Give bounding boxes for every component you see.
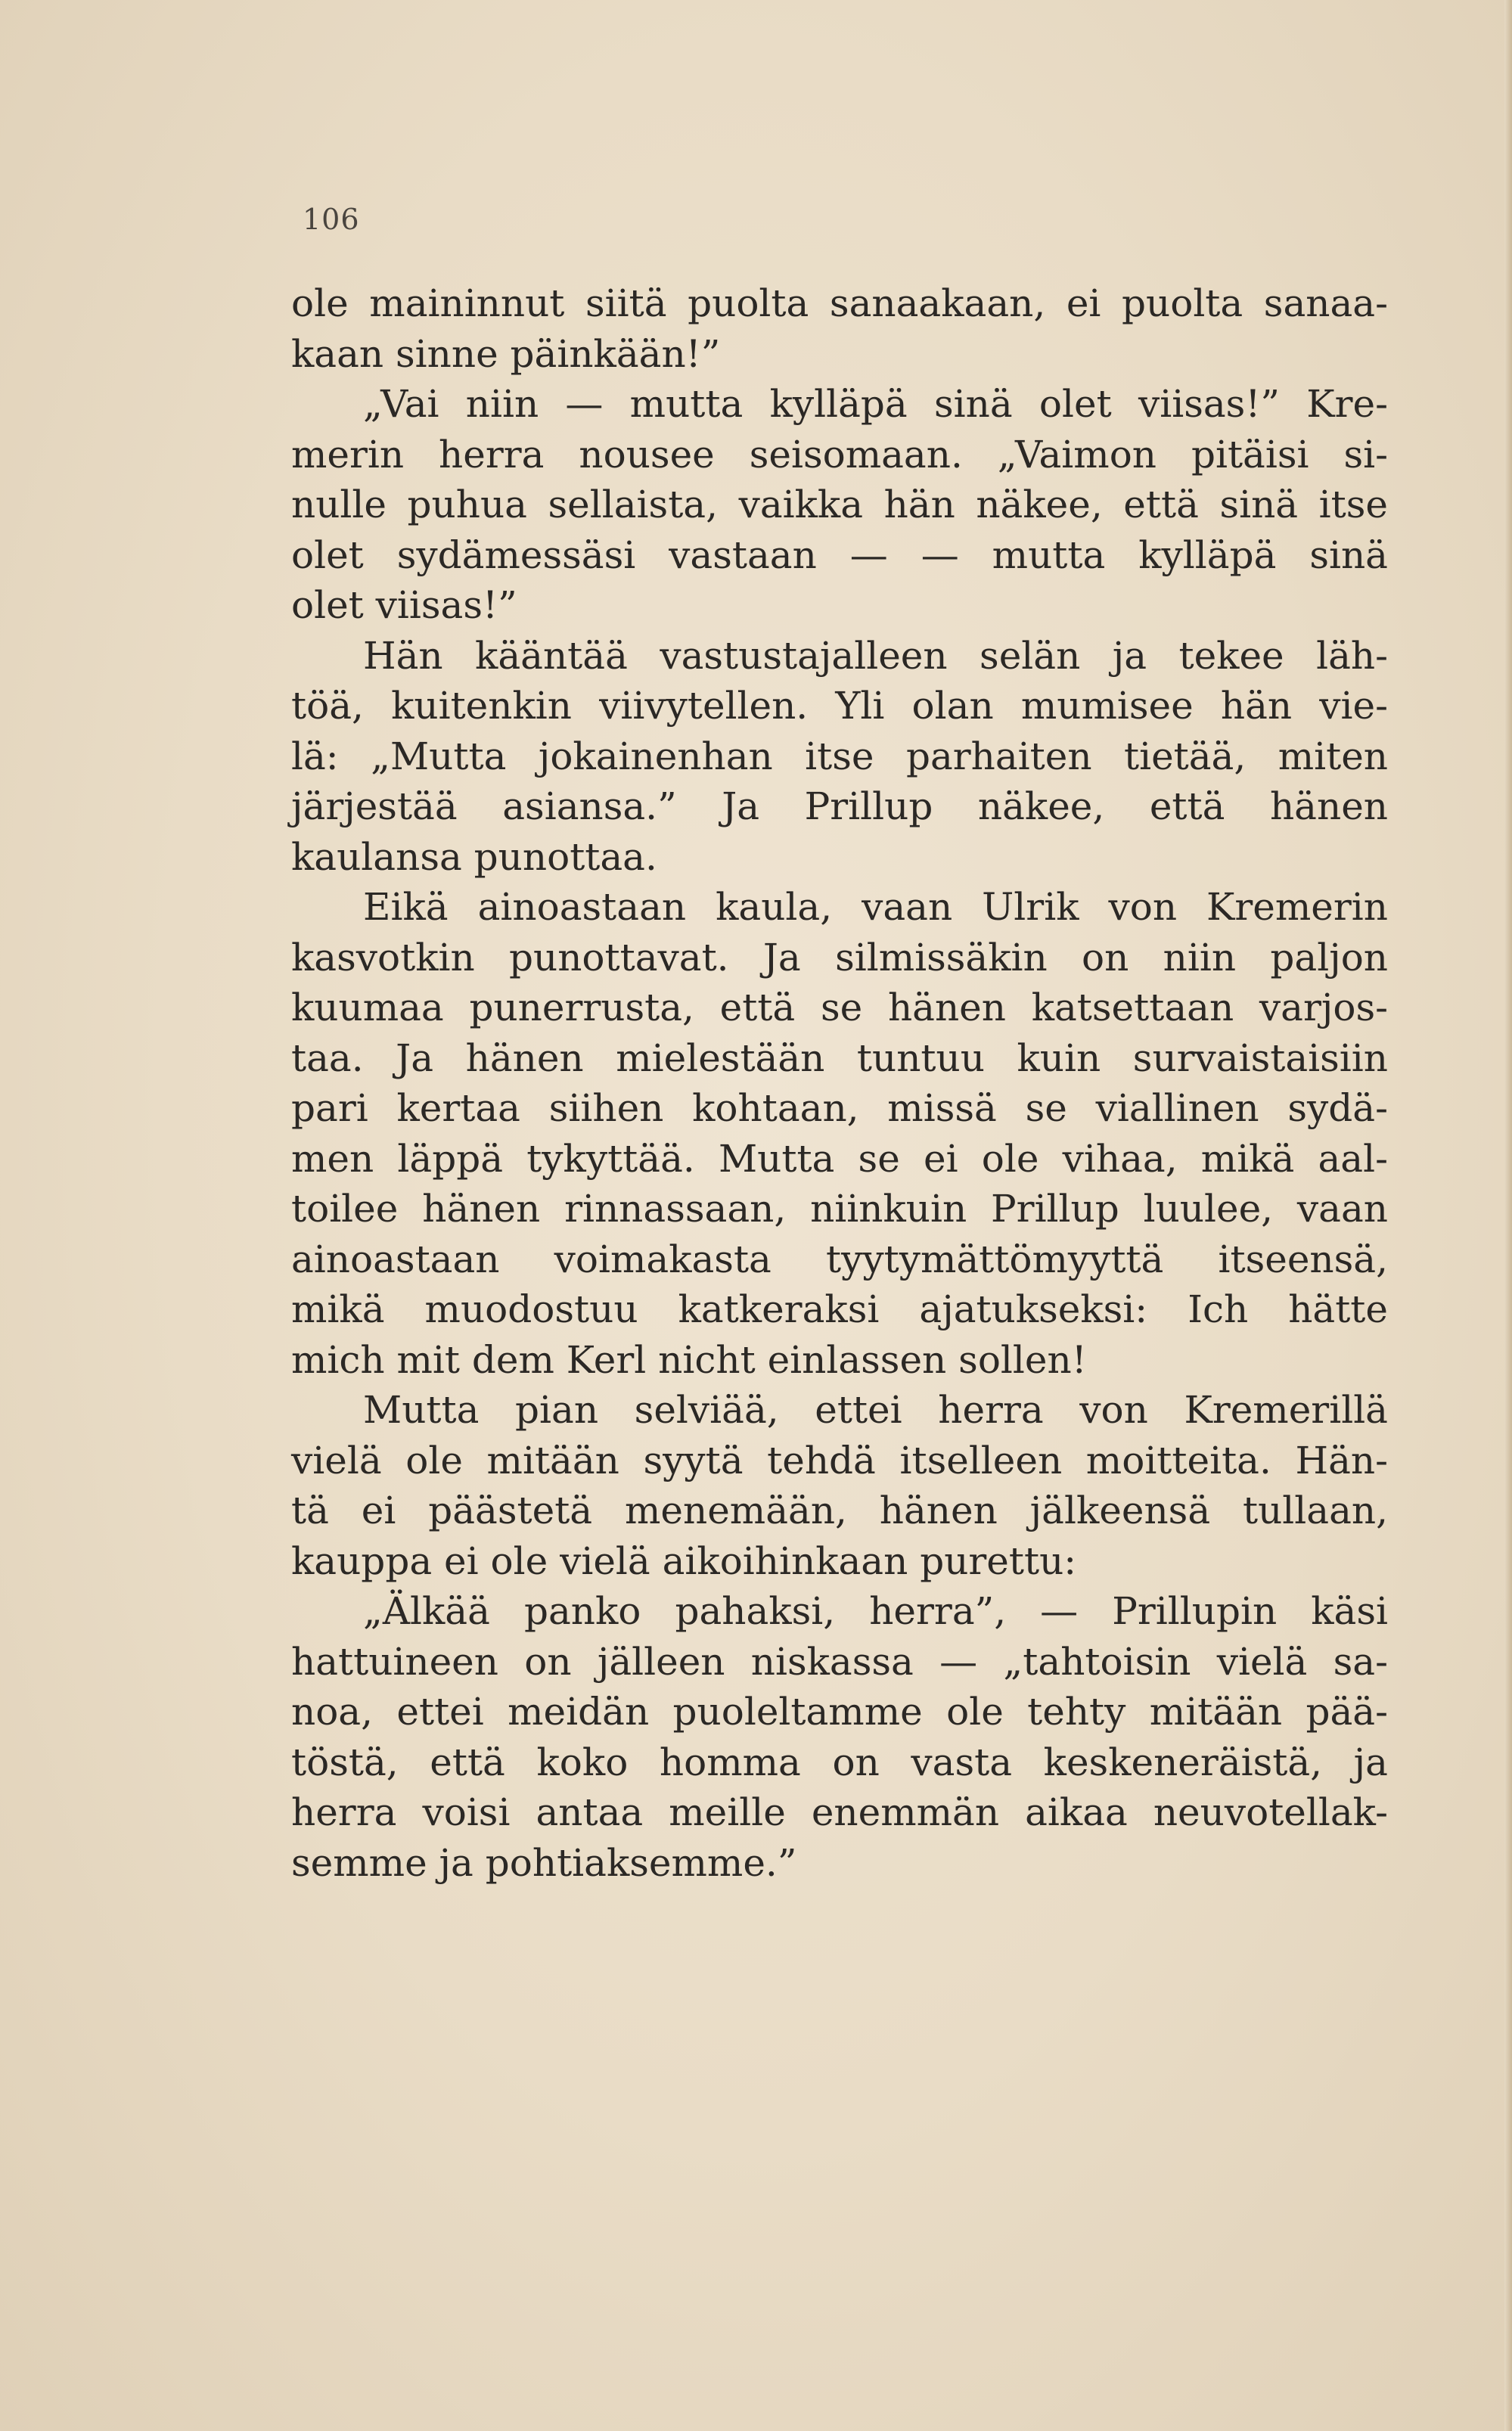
text-line: hattuineen on jälleen niskassa — „tahtoisin vielä sa- [291,1639,1388,1684]
text-line: töstä, että koko homma on vasta keskeneräistä, ja [291,1740,1388,1784]
text-line: semme ja pohtiaksemme.” [291,1840,797,1885]
text-line: kauppa ei ole vielä aikoihinkaan purettu: [291,1538,1077,1583]
text-line: Eikä ainoastaan kaula, vaan Ulrik von Kremerin [363,885,1388,929]
text-line: kuumaa punerrusta, että se hänen katsettaan varjos- [291,986,1388,1029]
text-line: noa, ettei meidän puoleltamme ole tehty mitään pää- [291,1690,1388,1734]
text-line: ole maininnut siitä puolta sanaakaan, ei puolta sanaa- [291,281,1388,325]
text-line: kaulansa punottaa. [291,834,657,879]
text-line: mikä muodostuu katkeraksi ajatukseksi: Ich hätte [291,1287,1388,1331]
text-line: pari kertaa siihen kohtaan, missä se viallinen sydä- [291,1086,1388,1130]
text-line: järjestää asiansa.” Ja Prillup näkee, että hänen [291,784,1388,828]
page-edge [1504,0,1512,2431]
text-line: olet sydämessäsi vastaan — — mutta kylläpä sinä [291,532,1388,577]
text-line: Hän kääntää vastustajalleen selän ja tekee läh- [363,633,1388,678]
text-line: „Älkää panko pahaksi, herra”, — Prillupin käsi [363,1589,1388,1633]
text-line: „Vai niin — mutta kylläpä sinä olet viisas!” Kre- [363,382,1388,426]
text-line: lä: „Mutta jokainenhan itse parhaiten tietää, miten [291,734,1388,778]
text-line: merin herra nousee seisomaan. „Vaimon pitäisi si- [291,432,1388,477]
text-line: Mutta pian selviää, ettei herra von Kremerillä [363,1388,1388,1432]
text-line: taa. Ja hänen mielestään tuntuu kuin survaistaisiin [291,1035,1388,1080]
text-line: tä ei päästetä menemään, hänen jälkeensä tullaan, [291,1489,1388,1532]
body-text [291,278,1388,1888]
text-line: nulle puhua sellaista, vaikka hän näkee, että sinä itse [291,483,1388,526]
text-line: kasvotkin punottavat. Ja silmissäkin on niin paljon [291,935,1388,980]
text-line: toilee hänen rinnassaan, niinkuin Prillup luulee, vaan [291,1187,1388,1231]
text-line: kaan sinne päinkään!” [291,331,721,376]
text-line: ainoastaan voimakasta tyytymättömyyttä itseensä, [291,1237,1388,1281]
text-line: men läppä tykyttää. Mutta se ei ole vihaa, mikä aal- [291,1136,1388,1181]
text-line: vielä ole mitään syytä tehdä itselleen moitteita. Hän- [291,1438,1388,1483]
text-line: mich mit dem Kerl nicht einlassen sollen! [291,1337,1087,1382]
text-line: herra voisi antaa meille enemmän aikaa neuvotellak- [291,1790,1388,1834]
page-number: 106 [303,203,360,236]
text-line: töä, kuitenkin viivytellen. Yli olan mumisee hän vie- [291,684,1388,728]
text-line: olet viisas!” [291,583,517,627]
